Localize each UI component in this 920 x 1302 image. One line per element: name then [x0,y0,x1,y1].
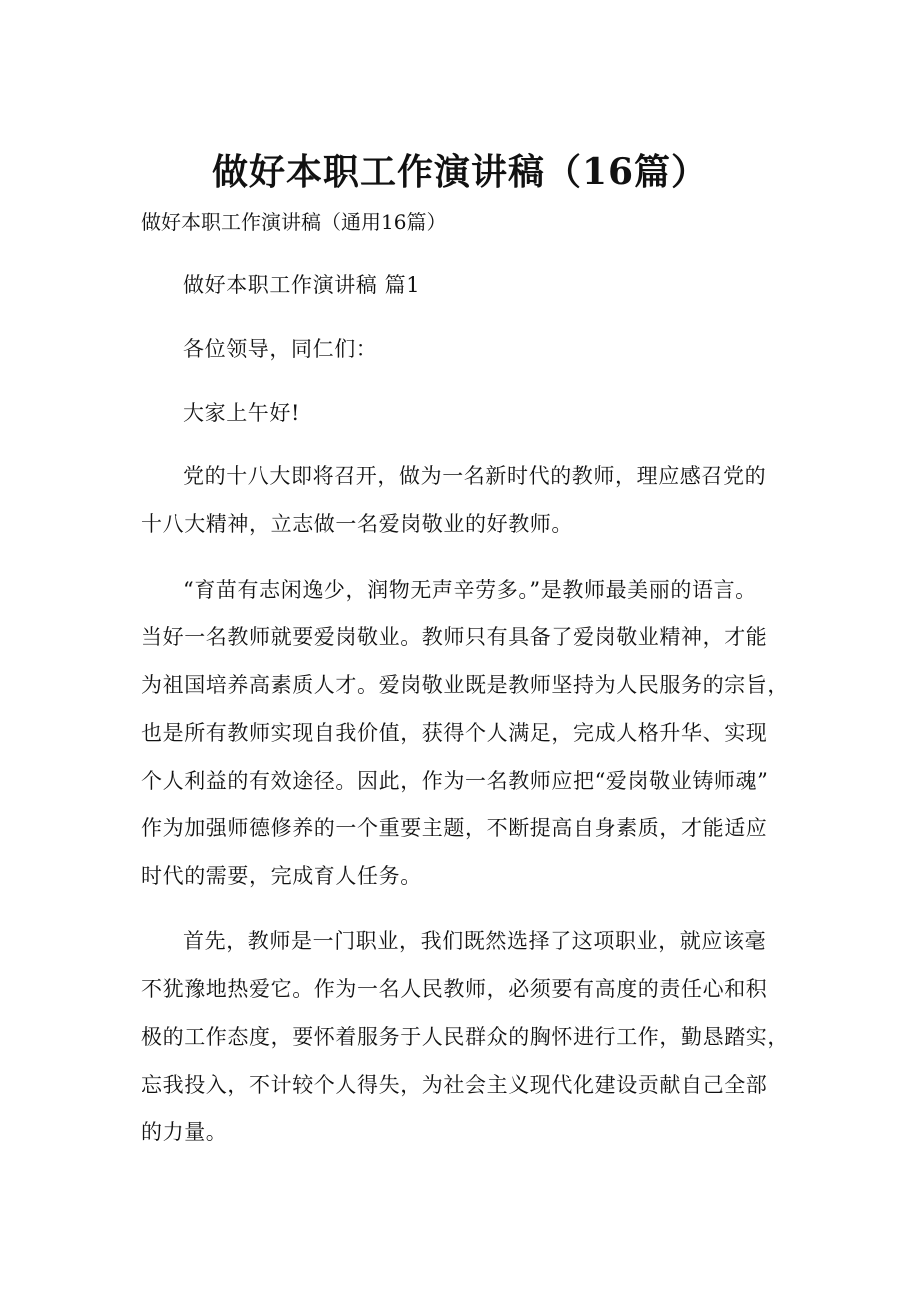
paragraph-line: 的力量。 [141,1120,228,1144]
paragraph-line: 党的十八大即将召开，做为一名新时代的教师，理应感召党的 [183,464,767,488]
paragraph-line: 极的工作态度，要怀着服务于人民群众的胸怀进行工作，勤恳踏实， [141,1025,789,1049]
paragraph-line: 时代的需要，完成育人任务。 [141,864,422,888]
paragraph-line: 个人利益的有效途径。因此，作为一名教师应把“爱岗敬业铸师魂” [141,769,769,793]
salutation: 大家上午好! [183,401,301,425]
section-heading: 做好本职工作演讲稿 篇1 [183,273,421,297]
document-title: 做好本职工作演讲稿（16篇） [211,151,709,193]
paragraph-line: 不犹豫地热爱它。作为一名人民教师，必须要有高度的责任心和积 [141,977,768,1001]
paragraph-line: 为祖国培养高素质人才。爱岗敬业既是教师坚持为人民服务的宗旨， [141,673,789,697]
paragraph-line: 首先，教师是一门职业，我们既然选择了这项职业，就应该毫 [183,929,767,953]
paragraph-line: 忘我投入，不计较个人得失，为社会主义现代化建设贡献自己全部 [141,1073,768,1097]
paragraph-line: 作为加强师德修养的一个重要主题，不断提高自身素质，才能适应 [141,816,768,840]
greeting: 各位领导，同仁们： [183,337,378,361]
paragraph-line: 十八大精神，立志做一名爱岗敬业的好教师。 [141,512,573,536]
document-subtitle: 做好本职工作演讲稿（通用16篇） [141,210,447,234]
paragraph-line: 也是所有教师实现自我价值，获得个人满足，完成人格升华、实现 [141,721,768,745]
paragraph-line: “育苗有志闲逸少，润物无声辛劳多。”是教师最美丽的语言。 [183,578,757,602]
paragraph-line: 当好一名教师就要爱岗敬业。教师只有具备了爱岗敬业精神，才能 [141,625,768,649]
